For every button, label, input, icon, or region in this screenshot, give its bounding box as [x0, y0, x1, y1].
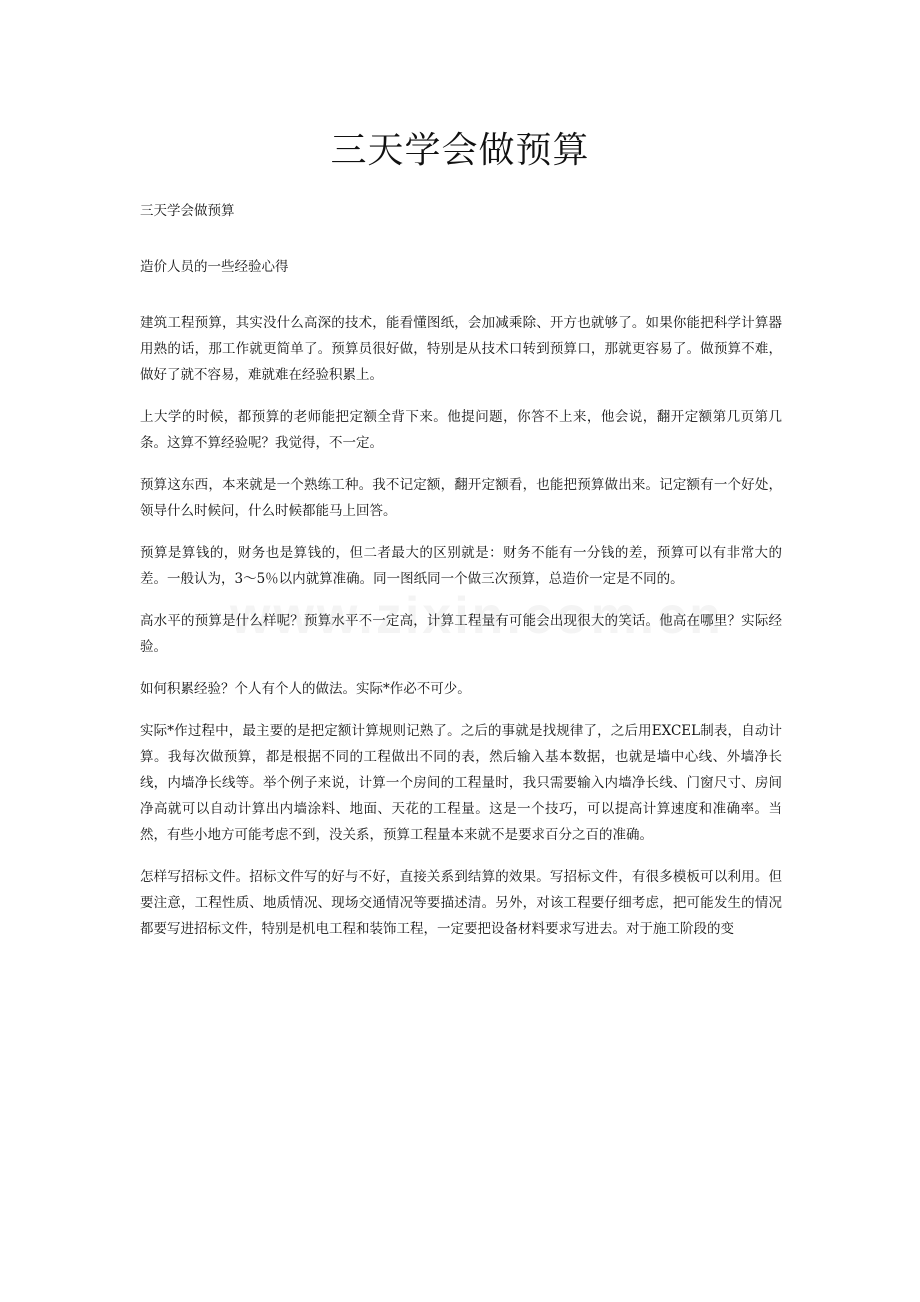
paragraph: 高水平的预算是什么样呢？预算水平不一定高，计算工程量有可能会出现很大的笑话。他高在哪里？实际经验。: [140, 613, 782, 655]
paragraph-heading: 造价人员的一些经验心得: [140, 259, 289, 275]
paragraph: 上大学的时候，都预算的老师能把定额全背下来。他提问题，你答不上来，他会说，翻开定额第几页第几条。这算不算经验呢？我觉得，不一定。: [140, 409, 782, 451]
paragraph-subtitle: 三天学会做预算: [140, 203, 235, 219]
paragraph: 如何积累经验？个人有个人的做法。实际*作必不可少。: [140, 681, 471, 697]
paragraph: 预算是算钱的，财务也是算钱的，但二者最大的区别就是：财务不能有一分钱的差，预算可以有非常大的差。一般认为，3～5％以内就算准确。同一图纸同一个做三次预算，总造价一定是不同的。: [140, 545, 782, 587]
paragraph: 预算这东西，本来就是一个熟练工种。我不记定额，翻开定额看，也能把预算做出来。记定额有一个好处，领导什么时候问，什么时候都能马上回答。: [140, 477, 782, 519]
document-body: [140, 198, 782, 958]
paragraph: 建筑工程预算，其实没什么高深的技术，能看懂图纸，会加减乘除、开方也就够了。如果你能把科学计算器用熟的话，那工作就更简单了。预算员很好做，特别是从技术口转到预算口，那就更容易了。做预算不难，做好了就不容易，难就难在经验积累上。: [140, 315, 782, 383]
document-title: 三天学会做预算: [330, 130, 590, 171]
paragraph: 实际*作过程中，最主要的是把定额计算规则记熟了。之后的事就是找规律了，之后用EXCEL制表，自动计算。我每次做预算，都是根据不同的工程做出不同的表，然后输入基本数据，也就是墙中心线、外墙净长线，内墙净长线等。举个例子来说，计算一个房间的工程量时，我只需要输入内墙净长线、门窗尺寸、房间净高就可以自动计算出内墙涂料、地面、天花的工程量。这是一个技巧，可以提高计算速度和准确率。当然，有些小地方可能考虑不到，没关系，预算工程量本来就不是要求百分之百的准确。: [140, 723, 782, 843]
paragraph: 怎样写招标文件。招标文件写的好与不好，直接关系到结算的效果。写招标文件，有很多模板可以利用。但要注意，工程性质、地质情况、现场交通情况等要描述清。另外，对该工程要仔细考虑，把可能发生的情况都要写进招标文件，特别是机电工程和装饰工程，一定要把设备材料要求写进去。对于施工阶段的变: [140, 869, 782, 937]
